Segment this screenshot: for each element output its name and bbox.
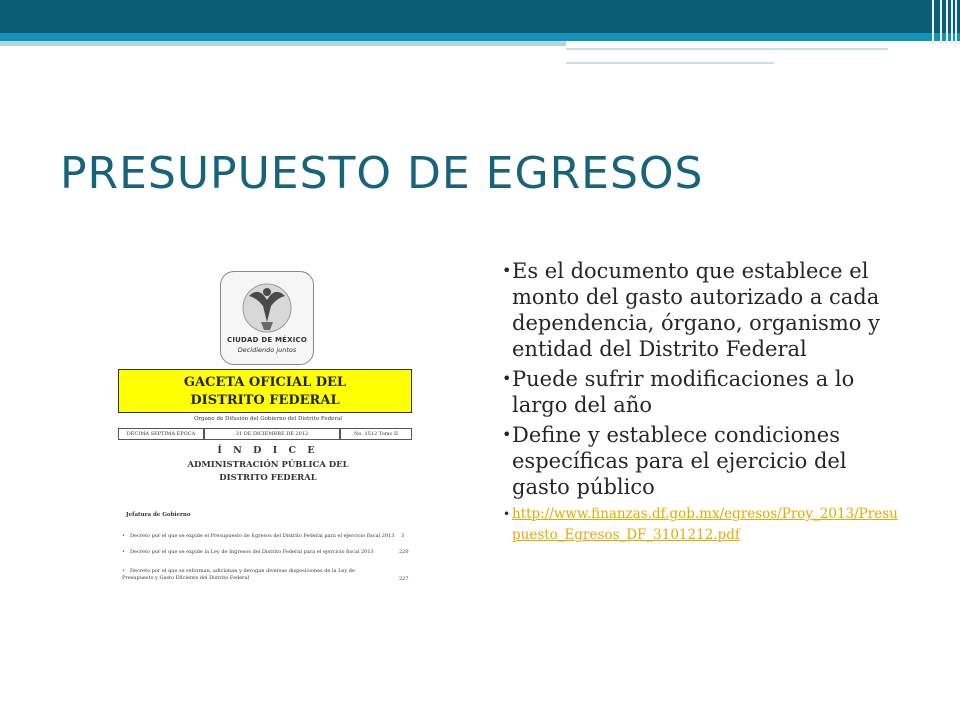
gazette-epoca: DÉCIMA SÉPTIMA ÉPOCA	[118, 428, 204, 440]
header-bar-light	[0, 41, 566, 46]
header-vline	[946, 0, 948, 44]
gazette-entry: • Decreto por el que se expide el Presupuesto de Egresos del Distrito Federal para el ejercicio fiscal 2013	[122, 533, 395, 539]
header-stripe	[566, 48, 888, 50]
gazette-entry-text: Decreto por el que se expide el Presupuesto de Egresos del Distrito Federal para el ejercicio fiscal 2013	[130, 533, 395, 539]
bullet-item: • Puede sufrir modificaciones a lo largo del año	[510, 366, 902, 418]
bullet-item-link	[510, 504, 902, 546]
header-stripe	[566, 62, 774, 64]
gazette-entry-page: 220	[399, 549, 409, 555]
header-vline	[951, 0, 953, 44]
gazette-entry-text: Decreto por el que se expide la Ley de Ingresos del Distrito Federal para el ejercicio fiscal 2013	[130, 549, 374, 555]
gazette-header-line: GACETA OFICIAL DEL	[183, 375, 347, 390]
gazette-jefatura: Jefatura de Gobierno	[126, 512, 191, 518]
cdmx-logo	[220, 271, 314, 365]
angel-emblem-icon	[239, 278, 295, 336]
gazette-entry-text: Decreto por el que se reforman, adicionan y derogan diversas disposiciones de la Ley de Presupuesto y Gasto Eficiente del Distrito Federal	[122, 568, 355, 581]
gazette-admin-line: ADMINISTRACIÓN PÚBLICA DEL	[187, 460, 349, 470]
logo-title: CIUDAD DE MÉXICO	[227, 336, 307, 344]
gazette-entry-page: 3	[401, 533, 405, 539]
logo-subtitle: Decidiendo juntos	[237, 346, 297, 354]
bullet-list	[510, 258, 902, 550]
gazette-header	[118, 369, 412, 413]
gazette-entry-page: 227	[399, 576, 409, 582]
gazette-admin	[118, 459, 418, 485]
header-vline	[940, 0, 942, 44]
gazette-info-row	[118, 428, 412, 440]
gazette-fecha: 31 DE DICIEMBRE DE 2012	[204, 428, 340, 440]
gazette-entry: • Decreto por el que se expide la Ley de Ingresos del Distrito Federal para el ejercicio fiscal 2013	[122, 549, 374, 555]
gazette-cover-image	[108, 265, 430, 600]
header-bar-accent	[0, 33, 960, 41]
gazette-organo: Órgano de Difusión del Gobierno del Distrito Federal	[193, 416, 343, 422]
bullet-item: • Es el documento que establece el monto del gasto autorizado a cada dependencia, órgano, organismo y entidad del Distrito Federal	[510, 258, 902, 362]
slide-title: PRESUPUESTO DE EGRESOS	[60, 148, 704, 199]
header-vline	[932, 0, 934, 44]
gazette-admin-line: DISTRITO FEDERAL	[219, 473, 317, 483]
gazette-indice: Í N D I C E	[217, 445, 319, 456]
gazette-numero: No. 1512 Tomo II	[340, 428, 412, 440]
gazette-entry: • Decreto por el que se reforman, adicionan y derogan diversas disposiciones de la Ley de Presupuesto y Gasto Eficiente del Distrito Federal	[122, 568, 355, 581]
bullet-item: • Define y establece condiciones específicas para el ejercicio del gasto público	[510, 422, 902, 500]
budget-pdf-link[interactable]: http://www.finanzas.df.gob.mx/egresos/Proy_2013/Presupuesto_Egresos_DF_3101212.pdf	[512, 506, 898, 543]
header-bar-dark	[0, 0, 960, 33]
gazette-header-line: DISTRITO FEDERAL	[190, 393, 340, 408]
header-vline	[955, 0, 957, 44]
